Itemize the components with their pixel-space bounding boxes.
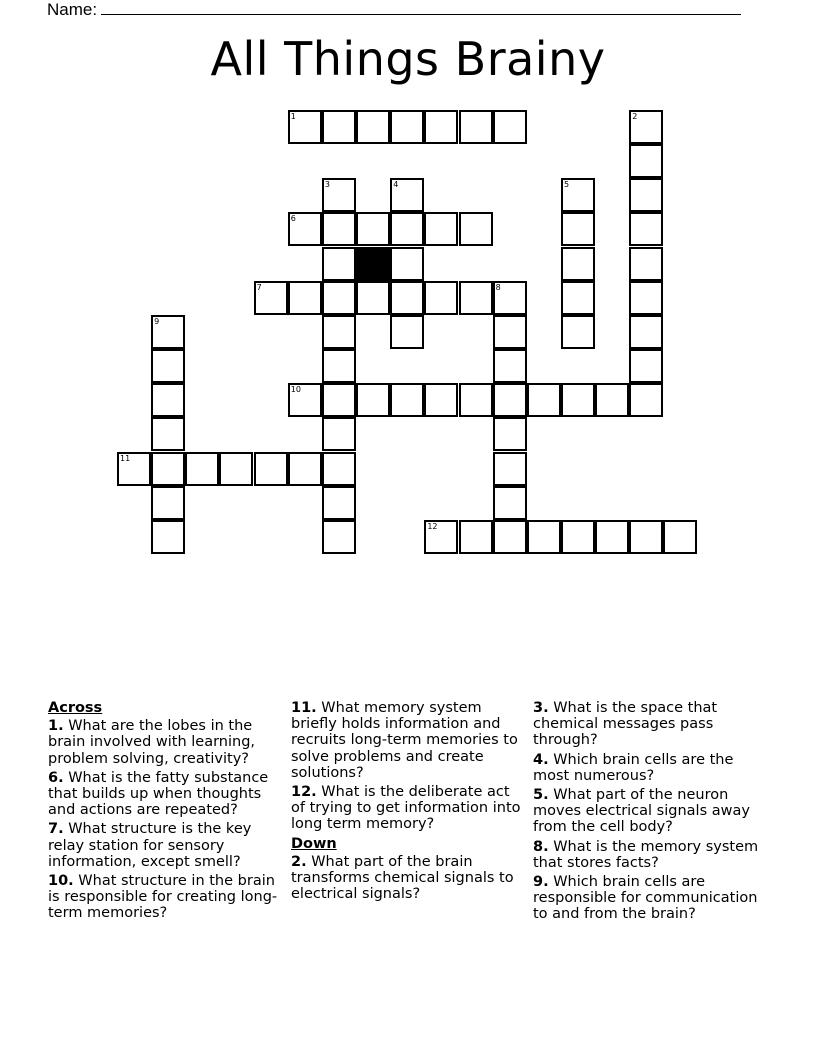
grid-cell[interactable] [356, 212, 390, 246]
clue-across: 7. What structure is the key relay station for sensory information, except smell? [48, 821, 252, 870]
clue-number: 3 [324, 180, 330, 190]
grid-cell[interactable] [629, 144, 663, 178]
clue-across: 6. What is the fatty substance that builds up when thoughts and actions are repeated? [48, 769, 269, 819]
grid-cell[interactable] [424, 520, 458, 554]
grid-cell[interactable] [322, 110, 356, 144]
grid-cell[interactable] [322, 417, 356, 451]
grid-cell[interactable] [322, 247, 356, 281]
grid-cell[interactable] [117, 452, 151, 486]
clue-across: 12. What is the deliberate act of trying to get information into long term memory? [291, 784, 521, 833]
grid-cell[interactable] [459, 383, 493, 417]
grid-cell[interactable] [390, 247, 424, 281]
grid-cell[interactable] [288, 110, 322, 144]
grid-cell[interactable] [595, 383, 629, 417]
puzzle-title: All Things Brainy [210, 32, 606, 86]
grid-cell[interactable] [527, 383, 561, 417]
grid-cell[interactable] [390, 383, 424, 417]
grid-cell[interactable] [322, 212, 356, 246]
grid-cell[interactable] [356, 281, 390, 315]
grid-cell[interactable] [322, 178, 356, 212]
grid-cell[interactable] [561, 247, 595, 281]
grid-cell[interactable] [629, 281, 663, 315]
grid-cell[interactable] [561, 315, 595, 349]
grid-cell[interactable] [288, 212, 322, 246]
grid-cell[interactable] [493, 110, 527, 144]
grid-cell[interactable] [390, 315, 424, 349]
grid-cell[interactable] [185, 452, 219, 486]
grid-cell[interactable] [322, 315, 356, 349]
grid-cell[interactable] [493, 315, 527, 349]
grid-cell[interactable] [629, 383, 663, 417]
grid-cell[interactable] [322, 486, 356, 520]
clue-number: 6 [290, 214, 296, 224]
grid-cell[interactable] [424, 383, 458, 417]
clue-number: 9 [154, 316, 160, 326]
grid-cell[interactable] [322, 452, 356, 486]
grid-cell[interactable] [561, 281, 595, 315]
grid-cell[interactable] [219, 452, 253, 486]
grid-cell[interactable] [629, 212, 663, 246]
grid-cell[interactable] [459, 281, 493, 315]
grid-cell[interactable] [356, 383, 390, 417]
grid-cell[interactable] [424, 110, 458, 144]
grid-cell[interactable] [390, 212, 424, 246]
clue-down: 4. Which brain cells are the most numerous? [533, 751, 734, 784]
grid-cell[interactable] [288, 452, 322, 486]
clues-column-1 [48, 700, 283, 925]
grid-cell[interactable] [151, 315, 185, 349]
clue-number: 11 [120, 453, 131, 463]
grid-cell[interactable] [151, 417, 185, 451]
grid-cell[interactable] [561, 383, 595, 417]
clues-column-3 [533, 700, 773, 926]
clue-number: 12 [427, 521, 438, 531]
grid-cell[interactable] [663, 520, 697, 554]
down-heading: Down [291, 835, 337, 852]
grid-cell[interactable] [493, 417, 527, 451]
grid-cell[interactable] [561, 520, 595, 554]
grid-cell[interactable] [288, 383, 322, 417]
clue-number: 5 [563, 180, 570, 190]
grid-cell[interactable] [151, 349, 185, 383]
grid-cell[interactable] [459, 110, 493, 144]
clues-column-2 [291, 700, 523, 905]
grid-cell[interactable] [151, 486, 185, 520]
grid-cell[interactable] [424, 281, 458, 315]
grid-block [356, 247, 390, 281]
grid-cell[interactable] [390, 110, 424, 144]
grid-cell[interactable] [629, 349, 663, 383]
grid-cell[interactable] [561, 178, 595, 212]
grid-cell[interactable] [493, 349, 527, 383]
clue-number: 1 [290, 112, 296, 121]
grid-cell[interactable] [459, 520, 493, 554]
grid-cell[interactable] [595, 520, 629, 554]
grid-cell[interactable] [561, 212, 595, 246]
grid-cell[interactable] [493, 486, 527, 520]
clue-down: 8. What is the memory system that stores facts? [533, 838, 759, 871]
grid-cell[interactable] [356, 110, 390, 144]
grid-cell[interactable] [629, 110, 663, 144]
grid-cell[interactable] [322, 520, 356, 554]
grid-cell[interactable] [151, 383, 185, 417]
grid-cell[interactable] [322, 383, 356, 417]
grid-cell[interactable] [459, 212, 493, 246]
grid-cell[interactable] [493, 520, 527, 554]
clue-number: 10 [290, 385, 301, 395]
grid-cell[interactable] [629, 178, 663, 212]
grid-cell[interactable] [493, 383, 527, 417]
grid-cell[interactable] [493, 452, 527, 486]
clue-across: 10. What structure in the brain is responsible for creating long-term memories? [48, 873, 278, 922]
grid-cell[interactable] [288, 281, 322, 315]
clue-down: 3. What is the space that chemical messages pass through? [533, 700, 718, 749]
grid-cell[interactable] [390, 281, 424, 315]
grid-cell[interactable] [254, 281, 288, 315]
grid-cell[interactable] [527, 520, 561, 554]
grid-cell[interactable] [629, 247, 663, 281]
grid-cell[interactable] [493, 281, 527, 315]
grid-cell[interactable] [254, 452, 288, 486]
grid-cell[interactable] [322, 281, 356, 315]
clue-number: 2 [632, 112, 638, 121]
clue-number: 7 [256, 282, 262, 292]
clue-number: 4 [393, 180, 399, 190]
clue-number: 8 [495, 282, 501, 292]
across-heading: Across [48, 700, 103, 716]
grid-cell[interactable] [151, 452, 185, 486]
clue-down: 2. What part of the brain transforms chemical signals to electrical signals? [291, 853, 514, 903]
grid-cell[interactable] [629, 520, 663, 554]
clue-across: 11. What memory system briefly holds information and recruits long-term memories to solve problems and create solutions? [291, 700, 518, 781]
grid-cell[interactable] [322, 349, 356, 383]
grid-cell[interactable] [629, 315, 663, 349]
clue-across: 1. What are the lobes in the brain involved with learning, problem solving, creativity? [48, 718, 256, 767]
grid-cell[interactable] [151, 520, 185, 554]
grid-cell[interactable] [390, 178, 424, 212]
grid-cell[interactable] [424, 212, 458, 246]
name-label: Name: [47, 0, 98, 19]
clue-down: 5. What part of the neuron moves electrical signals away from the cell body? [533, 787, 750, 836]
clue-down: 9. Which brain cells are responsible for communication to and from the brain? [533, 874, 758, 923]
